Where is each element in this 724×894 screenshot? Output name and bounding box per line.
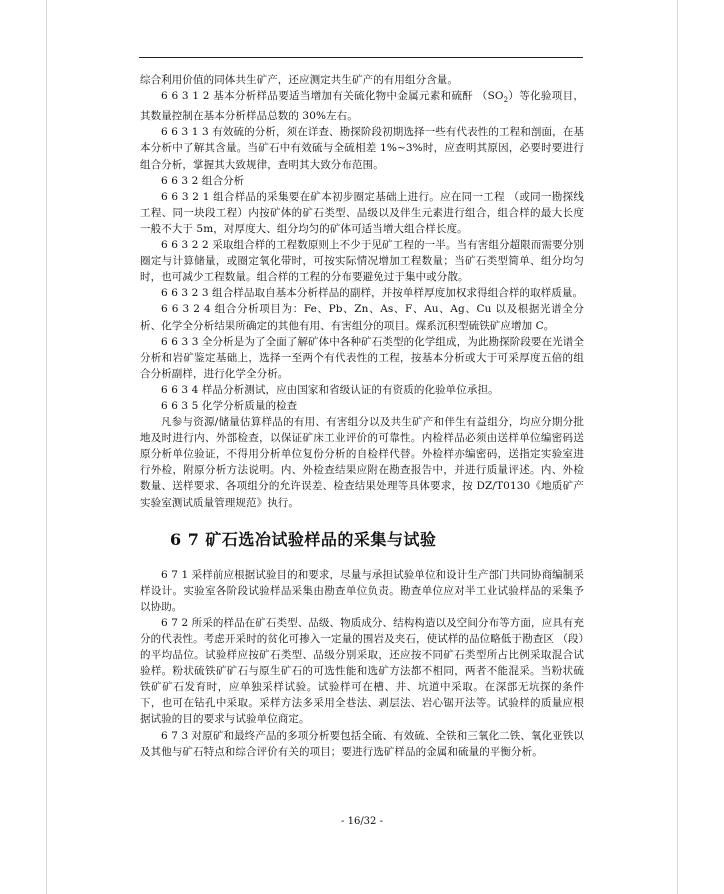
paragraph <box>140 237 584 285</box>
paragraph-text: 综合利用价值的同体共生矿产，还应测定共生矿产的有用组分含量。 <box>140 74 458 86</box>
paragraph <box>140 382 584 398</box>
paragraph-text: 6 6 3 2 1 组合样品的采集要在矿本初步圈定基础上进行。应在同一工程 （或同一勘探线工程、同一块段工程）内按矿体的矿石类型、品级以及伴生元素进行组合，组合样的最大长度一般不大于 5m，对厚度大、组分均匀的矿体可适当增大组合样长度。 <box>140 190 584 235</box>
header-rule <box>139 57 583 58</box>
paragraph <box>140 615 584 728</box>
paragraph-text: 6 7 3 对原矿和最终产品的多项分析要包括全硫、有效硫、全铁和三氧化二铁、氧化亚铁以及其他与矿石特点和综合评价有关的项目；要进行选矿样品的金属和硫量的平衡分析。 <box>140 729 584 758</box>
paragraph <box>140 728 584 760</box>
paragraph <box>140 334 584 382</box>
paragraph-text: 6 6 3 2 2 采取组合样的工程数原则上不少于见矿工程的一半。当有害组分超限而需要分别圈定与计算储量，或圈定氧化带时，可按实际情况增加工程数量；当矿石类型简单、组分均匀时，也可减少工程数量。组合样的工程的分布要避免过于集中或分散。 <box>140 239 584 284</box>
paragraph-group-bottom <box>140 567 584 760</box>
paragraph <box>140 301 584 333</box>
paragraph-text: 6 7 1 采样前应根据试验目的和要求，尽量与承担试验单位和设计生产部门共同协商编制采样设计。实验室各阶段试验样品采集由勘查单位负责。勘查单位应对半工业试验样品的采集予以协助。 <box>140 568 584 613</box>
paragraph-text: 6 6 3 3 全分析是为了全面了解矿体中各种矿石类型的化学组成，为此勘探阶段要在光谱全分析和岩矿鉴定基础上，选择一至两个有代表性的工程，按基本分析或大于可采厚度五倍的组合分析副样，进行化学全分析。 <box>140 335 584 380</box>
paragraph-text: 6 6 3 1 3 有效硫的分析，须在详查、勘探阶段初期选择一些有代表性的工程和剖面，在基本分析中了解其含量。当矿石中有效硫与全硫相差 1%~3%时，应查明其原因，必要时要进行组合分析，掌握其大致规律，查明其大致分布范围。 <box>140 126 584 171</box>
paragraph <box>140 124 584 172</box>
paragraph-text: 6 6 3 1 2 基本分析样品要适当增加有关硫化物中金属元素和硫酐 （SO <box>161 90 504 103</box>
section-heading: 6 7 矿石选冶试验样品的采集与试验 <box>170 529 437 549</box>
paragraph <box>140 398 584 414</box>
paragraph-text: 6 6 3 2 4 组合分析项目为：Fe、Pb、Zn、As、F、Au、Ag、Cu 以及根据光谱全分析、化学全分析结果所确定的其他有用、有害组分的项目。煤系沉积型硫铁矿应增加 C。 <box>140 303 584 332</box>
body-text <box>140 72 584 760</box>
page-left-border <box>46 0 47 894</box>
paragraph-text: 6 7 2 所采的样品在矿石类型、品级、物质成分、结构构造以及空间分布等方面，应具有充分的代表性。考虑开采时的贫化可掺入一定量的围岩及夹石，使试样的品位略低于勘查区 （段）的平均品位。试验样应按矿石类型、品级分别采取，还应按不同矿石类型所占比例采取混合试验样。粉状硫铁矿矿石与原生矿石的可选性能和选矿方法都不相同，两者不能混采。当粉状硫铁矿矿石发育时，应单独采样试验。试验样可在槽、井、坑道中采取。在深部无坑探的条件下，也可在钻孔中采取。采样方法多采用全巷法、剥层法、岩心锯开法等。试验样的质量应根据试验的目的要求与试验单位商定。 <box>140 616 584 726</box>
paragraph-text-tail: ）等化验项目，其数量控制在基本分析样品总数的 30%左右。 <box>140 90 585 123</box>
paragraph <box>140 414 584 511</box>
paragraph-text: 6 6 3 5 化学分析质量的检查 <box>161 399 298 412</box>
paragraph-group-top <box>140 72 584 511</box>
page-right-border <box>677 0 678 894</box>
paragraph <box>140 189 584 237</box>
page-number: - 16/32 - <box>341 816 383 827</box>
subscript: 2 <box>503 96 509 105</box>
paragraph-text: 6 6 3 4 样品分析测试，应由国家和省级认证的有资质的化验单位承担。 <box>161 383 499 396</box>
paragraph-text: 6 6 3 2 组合分析 <box>161 174 245 187</box>
paragraph-text: 6 6 3 2 3 组合样品取自基本分析样品的副样，并按单样厚度加权求得组合样的取样质量。 <box>161 287 584 300</box>
paragraph <box>140 285 584 301</box>
paragraph <box>140 173 584 189</box>
paragraph <box>140 567 584 615</box>
paragraph <box>140 88 584 124</box>
paragraph <box>140 72 584 88</box>
paragraph-text: 凡参与资源/储量估算样品的有用、有害组分以及共生矿产和伴生有益组分，均应分期分批地及时进行内、外部检查，以保证矿床工业评价的可靠性。内检样品必须由送样单位编密码送原分析单位验证，不得用分析单位复份分析的自检样代替。外检样亦编密码，送指定实验室进行外检，附原分析方法说明。内、外检查结果应附在勘查报告中，并进行质量评述。内、外检数量、送样要求、各项组分的允许误差、检查结果处理等具体要求，按 DZ/T0130《地质矿产实验室测试质量管理规范》执行。 <box>140 416 584 509</box>
